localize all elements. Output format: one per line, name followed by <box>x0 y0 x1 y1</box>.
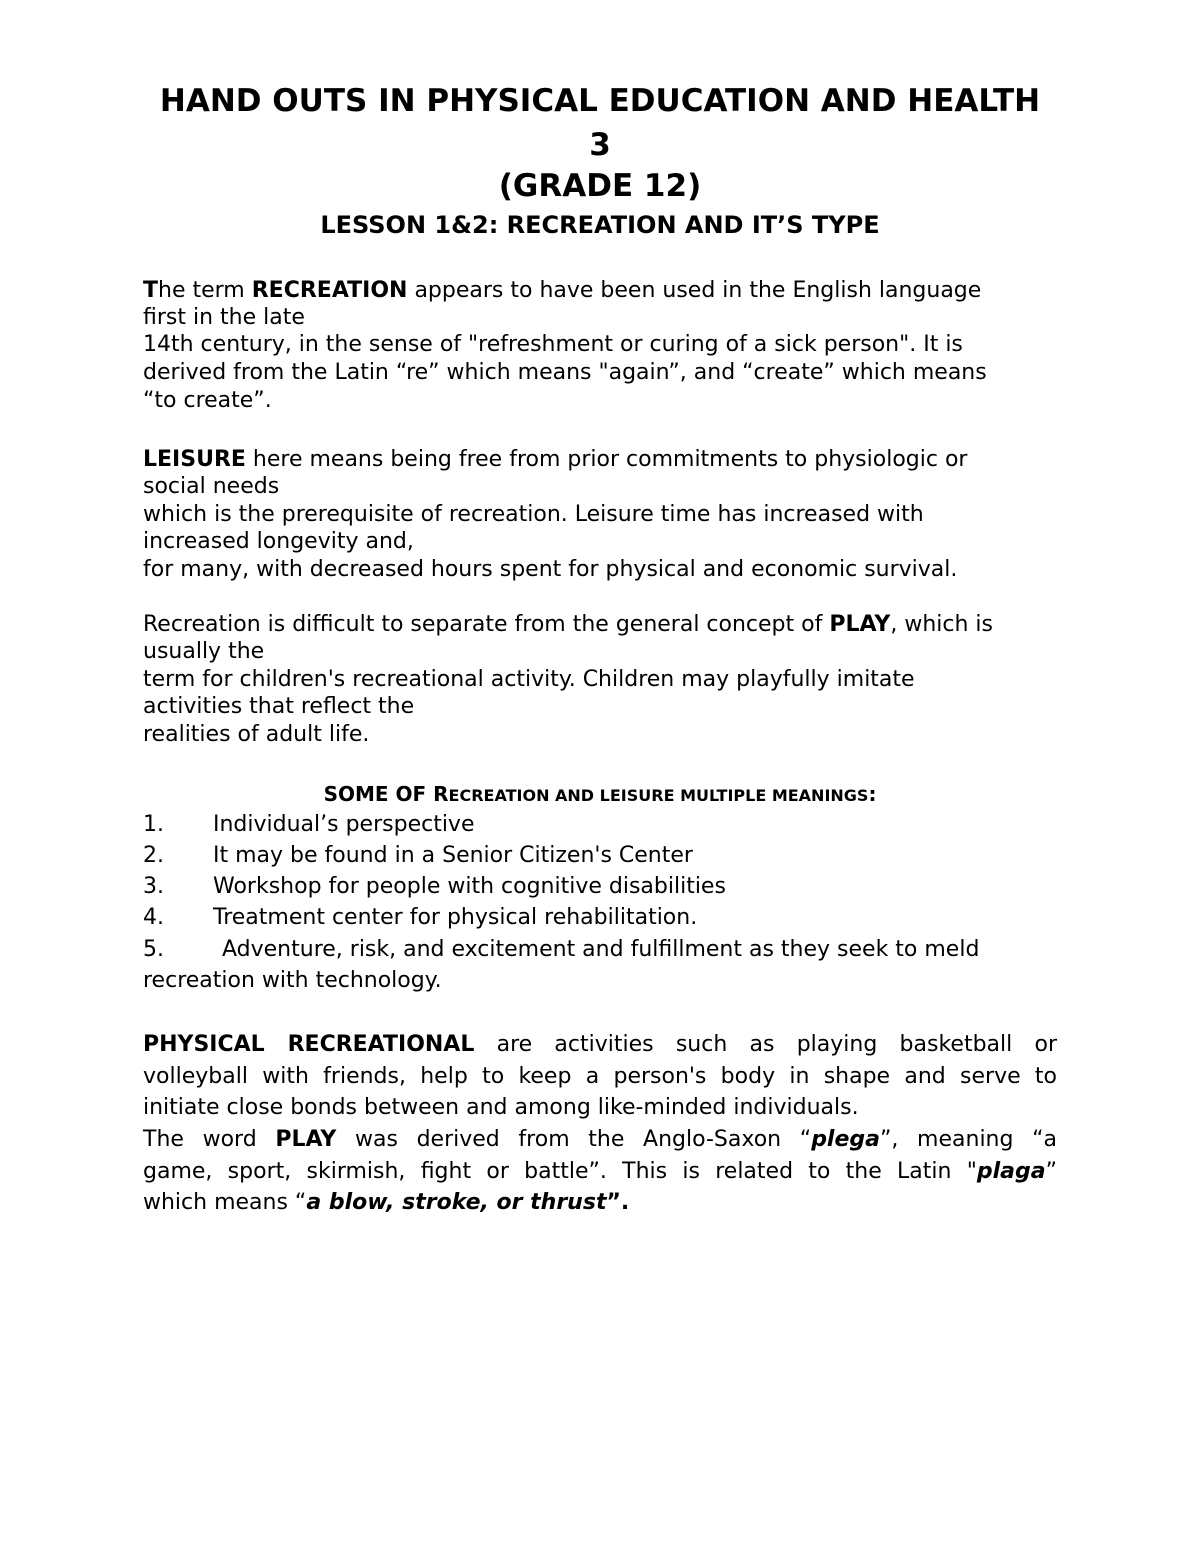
p5-line1: The word PLAY was derived from the Anglo-Saxon “plega”, meaning “a <box>143 1127 1058 1152</box>
p3-line3: term for children's recreational activity. Children may playfully imitate <box>143 667 915 692</box>
p2-line4: increased longevity and, <box>143 529 414 554</box>
p2-line5: for many, with decreased hours spent for physical and economic survival. <box>143 557 958 582</box>
p1-line3: 14th century, in the sense of "refreshment or curing of a sick person". It is <box>143 332 963 357</box>
p3-line2: usually the <box>143 639 265 664</box>
document-page: HAND OUTS IN PHYSICAL EDUCATION AND HEALTH 3 (GRADE 12) LESSON 1&2: RECREATION AND IT’S TYPE The term RECREATION appears to have been used in the English language first in the late 14th century, in the sense of "refreshment or curing of a sick person". It is derived from the Latin “re” which means "again”, and “create” which means “to create”. LEISURE here means being free from prior commitments to physiologic or social needs which is the prerequisite of recreation. Leisure time has increased with increased longevity and, for many, with decreased hours spent for physical and economic survival. Recreation is difficult to separate from the general concept of PLAY, which is usually the term for children's recreational activity. Children may playfully imitate activities that reflect the realities of adult life. SOME OF RECREATION AND LEISURE MULTIPLE MEANINGS: 1. Individual’s perspective 2. It may be found in a Senior Citizen's Center 3. Workshop for people with cognitive disabilities 4. Treatment center for physical rehabilitation. 5. Adventure, risk, and excitement and fulfillment as they seek to meld recreation with technology. PHYSICAL RECREATIONAL are activities such as playing basketball or volleyball with friends, help to keep a person's body in shape and serve to initiate close bonds between and among like-minded individuals. The word PLAY was derived from the Anglo-Saxon “plega”, meaning “a game, sport, skirmish, fight or battle”. This is related to the Latin "plaga” which means “a blow, stroke, or thrust”. <box>0 0 1200 1553</box>
p1-line2: first in the late <box>143 305 305 330</box>
p2-line2: social needs <box>143 474 280 499</box>
phrase-blow-stroke-thrust: a blow, stroke, or thrust <box>306 1190 607 1215</box>
p1-line5: “to create”. <box>143 388 272 413</box>
p2-line1: LEISURE here means being free from prior commitments to physiologic or <box>143 447 968 472</box>
meanings-heading: SOME OF RECREATION AND LEISURE MULTIPLE MEANINGS: <box>323 782 877 806</box>
p5-line3: which means “a blow, stroke, or thrust”. <box>143 1190 630 1215</box>
p4-line2: volleyball with friends, help to keep a person's body in shape and serve to <box>143 1064 1057 1089</box>
p1-line1: The term RECREATION appears to have been used in the English language <box>143 278 982 303</box>
document-title-grade: (GRADE 12) <box>498 168 702 204</box>
term-play-2: PLAY <box>275 1127 337 1152</box>
document-title-line2: 3 <box>589 127 611 163</box>
list-item-5-continued: recreation with technology. <box>143 968 442 993</box>
p3-line4: activities that reflect the <box>143 694 415 719</box>
p5-line2: game, sport, skirmish, fight or battle”. This is related to the Latin "plaga” <box>143 1159 1057 1184</box>
term-leisure: LEISURE <box>143 447 246 472</box>
word-plega: plega <box>811 1127 880 1152</box>
p3-line5: realities of adult life. <box>143 722 370 747</box>
document-title-line1: HAND OUTS IN PHYSICAL EDUCATION AND HEALTH <box>159 83 1041 119</box>
word-plaga: plaga <box>976 1159 1046 1184</box>
p1-line4: derived from the Latin “re” which means "again”, and “create” which means <box>143 360 987 385</box>
p3-line1: Recreation is difficult to separate from the general concept of PLAY, which is <box>143 612 993 637</box>
term-play: PLAY <box>829 612 891 637</box>
p2-line3: which is the prerequisite of recreation. Leisure time has increased with <box>143 502 924 527</box>
term-recreation: RECREATION <box>251 278 408 303</box>
term-physical-recreational: PHYSICAL RECREATIONAL <box>143 1032 475 1057</box>
p4-line1: PHYSICAL RECREATIONAL are activities such as playing basketball or <box>143 1032 1057 1057</box>
lesson-title: LESSON 1&2: RECREATION AND IT’S TYPE <box>320 211 880 239</box>
p4-line3: initiate close bonds between and among like-minded individuals. <box>143 1095 859 1120</box>
